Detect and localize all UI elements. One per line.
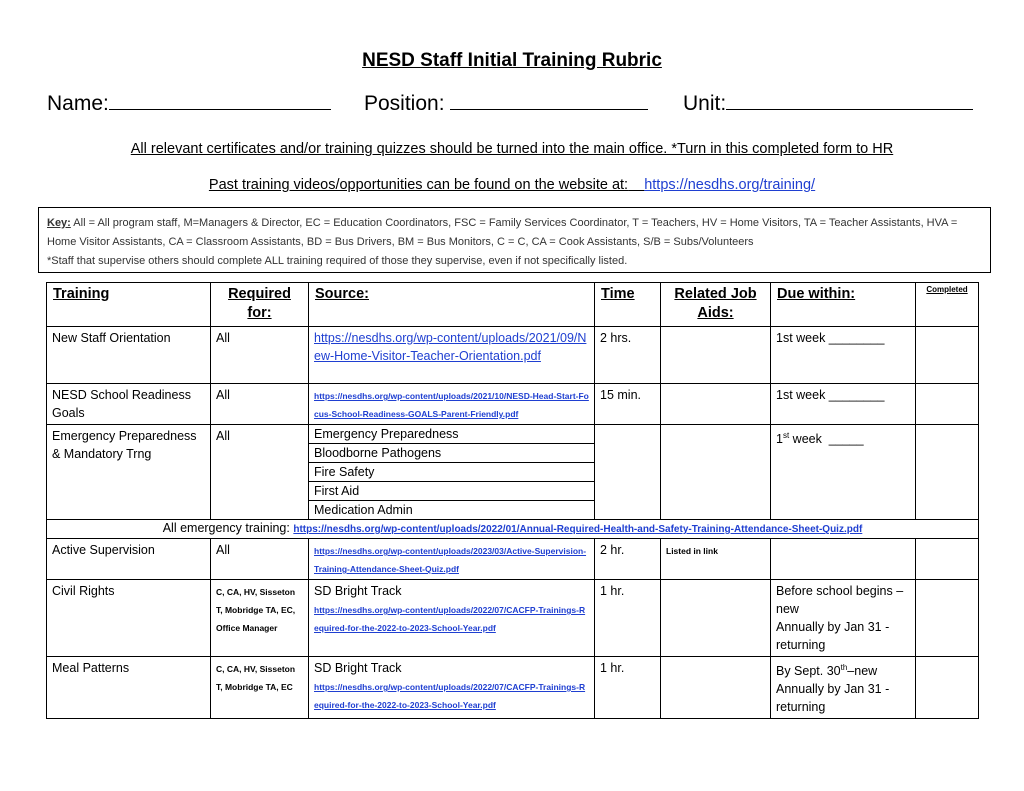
source-item: Bloodborne Pathogens [309,444,594,463]
header-aids: Related Job Aids: [661,283,771,327]
required-for: All [211,425,309,520]
completed-cell[interactable] [916,384,979,425]
position-label: Position: [364,92,445,115]
header-completed: Completed [916,283,979,327]
training-name: NESD School Readiness Goals [47,384,211,425]
source-title: SD Bright Track [314,661,402,675]
required-for: C, CA, HV, Sisseton T, Mobridge TA, EC, Office Manager [216,587,296,633]
training-website-link[interactable]: https://nesdhs.org/training/ [644,177,816,193]
header-training: Training [47,283,211,327]
position-line [450,109,648,110]
time-value: 1 hr. [595,580,661,657]
due-value: 1st week ________ [771,327,916,384]
key-label: Key: [47,217,71,229]
header-required: Required for: [211,283,309,327]
emergency-training-label: All emergency training: [162,521,294,535]
key-note: *Staff that supervise others should complete ALL training required of those they supervise, even if not specifically listed. [47,255,628,267]
aids-cell [661,327,771,384]
time-value: 15 min. [595,384,661,425]
table-row [47,327,979,384]
due-value [771,539,916,580]
required-for: All [211,327,309,384]
training-name: Active Supervision [47,539,211,580]
table-row [47,657,979,719]
completed-cell[interactable] [916,657,979,719]
source-item: Emergency Preparedness [309,425,594,444]
source-item: Medication Admin [314,503,413,517]
position-field[interactable] [364,92,648,116]
table-row [47,425,979,520]
website-prefix: Past training videos/opportunities can be found on the website at: [208,177,629,193]
required-for: C, CA, HV, Sisseton T, Mobridge TA, EC [216,664,296,692]
emergency-training-link[interactable]: https://nesdhs.org/wp-content/uploads/2022/01/Annual-Required-Health-and-Safety-Training-Attendance-Sheet-Quiz.pdf [293,524,863,535]
source-link[interactable]: https://nesdhs.org/wp-content/uploads/2023/03/Active-Supervision-Training-Attendance-Sheet-Quiz.pdf [314,546,587,574]
due-value: By Sept. 30th–new Annually by Jan 31 - returning [771,657,916,719]
page-title: NESD Staff Initial Training Rubric [362,50,662,71]
unit-line [726,109,973,110]
source-item: First Aid [309,482,594,501]
key-text: All = All program staff, M=Managers & Director, EC = Education Coordinators, FSC = Family Services Coordinator, T = Teachers, HV = Home Visitors, TA = Teacher Assistants, HVA = Home Visitor Assistants, CA = Classroom Assistants, BD = Bus Drivers, BM = Bus Monitors, C = C, CA = Cook Assistants, S/B = Subs/Volunteers [47,217,958,248]
aids-cell [661,384,771,425]
source-title: SD Bright Track [314,584,402,598]
source-link[interactable]: https://nesdhs.org/wp-content/uploads/2021/09/New-Home-Visitor-Teacher-Orientation.pdf [314,331,587,363]
table-row [47,580,979,657]
training-name: Emergency Preparedness & Mandatory Trng [47,425,211,520]
table-row [47,539,979,580]
unit-label: Unit: [683,92,727,115]
time-value: 2 hrs. [595,327,661,384]
due-value: Before school begins – new Annually by Jan 31 - returning [771,580,916,657]
name-label: Name: [47,92,109,115]
source-link[interactable]: https://nesdhs.org/wp-content/uploads/2021/10/NESD-Head-Start-Focus-School-Readiness-GOALS-Parent-Friendly.pdf [314,391,589,419]
aids-cell [661,657,771,719]
aids-cell [661,425,771,520]
training-name: Meal Patterns [47,657,211,719]
due-value: 1st week _____ [771,425,916,520]
unit-field[interactable] [683,92,973,116]
emergency-training-row [47,520,979,539]
time-value: 2 hr. [595,539,661,580]
source-sublist [309,425,595,520]
completed-cell[interactable] [916,425,979,520]
aids-cell [661,580,771,657]
completed-cell[interactable] [916,539,979,580]
required-for: All [211,384,309,425]
time-value: 1 hr. [595,657,661,719]
training-name: New Staff Orientation [47,327,211,384]
completed-cell[interactable] [916,327,979,384]
instruction-certificates: All relevant certificates and/or training quizzes should be turned into the main office. *Turn in this completed form to HR [130,141,894,157]
time-value [595,425,661,520]
source-item: Fire Safety [309,463,594,482]
name-line [109,109,331,110]
table-header-row [47,283,979,327]
key-box [38,207,991,273]
completed-cell[interactable] [916,580,979,657]
required-for: All [211,539,309,580]
due-value: 1st week ________ [771,384,916,425]
table-row [47,384,979,425]
training-name: Civil Rights [47,580,211,657]
header-due: Due within: [771,283,916,327]
aids-value: Listed in link [666,546,718,556]
name-field[interactable] [47,92,331,116]
table-row [47,520,979,539]
training-table [46,282,979,719]
instruction-website [0,177,1024,193]
source-link[interactable]: https://nesdhs.org/wp-content/uploads/2022/07/CACFP-Trainings-Required-for-the-2022-to-2023-School-Year.pdf [314,605,586,633]
header-time: Time [595,283,661,327]
header-source: Source: [309,283,595,327]
source-link[interactable]: https://nesdhs.org/wp-content/uploads/2022/07/CACFP-Trainings-Required-for-the-2022-to-2023-School-Year.pdf [314,682,586,710]
